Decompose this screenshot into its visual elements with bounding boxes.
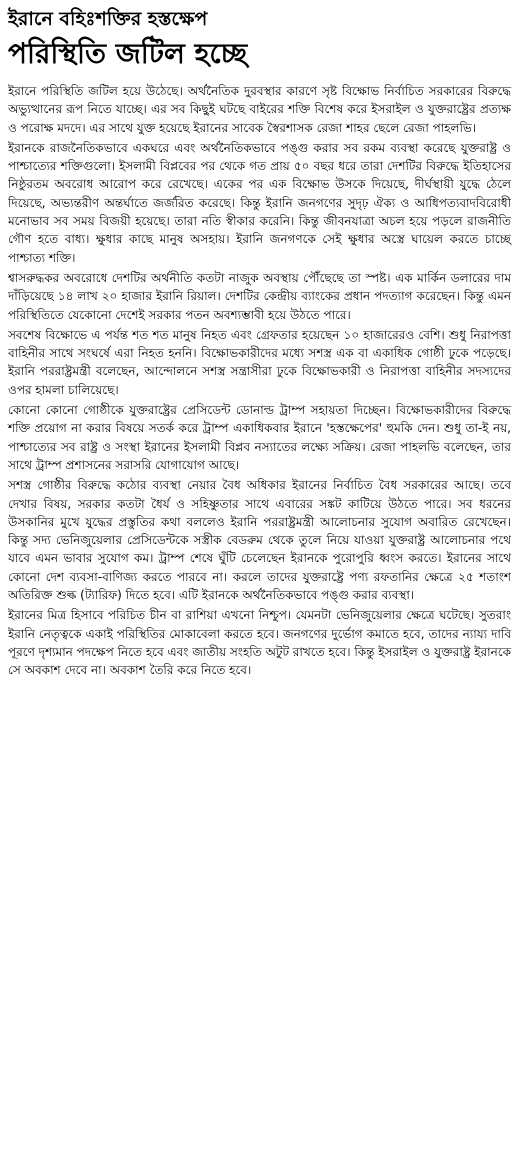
- article-paragraph: সশস্ত্র গোষ্ঠীর বিরুদ্ধে কঠোর ব্যবস্থা নেয়ার বৈধ অধিকার ইরানের নির্বাচিত বৈধ সরকারের আছে। তবে দেখার বিষয়, সরকার কতটা ধৈর্য ও সহিষ্ণুতার সাথে এবারের সঙ্কট কাটিয়ে উঠতে পারে। সব ধরনের উসকানির মুখে যুদ্ধের প্রস্তুতির কথা বললেও ইরানি পররাষ্ট্রমন্ত্রী আলোচনার সুযোগ অবারিত রেখেছেন। কিন্তু সদ্য ভেনিজুয়েলার প্রেসিডেন্টকে সস্ত্রীক বেডরুম থেকে তুলে নিয়ে যাওয়া যুক্তরাষ্ট্র আলোচনার পথে যাবে এমন ভাবার সুযোগ কম। ট্রাম্প শেষে ঘুঁটি চেলেছেন ইরানকে পুরোপুরি ধ্বংস করতে। ইরানের সাথে কোনো দেশ ব্যবসা-বাণিজ্য করতে পারবে না। করলে তাদের যুক্তরাষ্ট্রে পণ্য রফতানির ক্ষেত্রে ২৫ শতাংশ অতিরিক্ত শুল্ক (ট্যারিফ) দিতে হবে। এটি ইরানকে অর্থনৈতিকভাবে পঙ্গু করার ব্যবস্থা।: [8, 478, 511, 603]
- article-paragraph: সবশেষ বিক্ষোভে এ পর্যন্ত শত শত মানুষ নিহত এবং গ্রেফতার হয়েছেন ১০ হাজারেরও বেশি। শুধু নিরাপত্তা বাহিনীর সাথে সংঘর্ষে এরা নিহত হননি। বিক্ষোভকারীদের মধ্যে সশস্ত্র এক বা একাধিক গোষ্ঠী ঢুকে পড়েছে। ইরানি পররাষ্ট্রমন্ত্রী বলেছেন, আন্দোলনে সশস্ত্র সন্ত্রাসীরা ঢুকে বিক্ষোভকারী ও নিরাপত্তা বাহিনীর সদস্যদের ওপর হামলা চালিয়েছে।: [8, 327, 511, 397]
- article-kicker: ইরানে বহিঃশক্তির হস্তক্ষেপ: [8, 8, 208, 30]
- article-headline: পরিস্থিতি জটিল হচ্ছে: [8, 37, 248, 70]
- article-paragraph: ইরানকে রাজনৈতিকভাবে একঘরে এবং অর্থনৈতিকভাবে পঙ্গু করার সব রকম ব্যবস্থা করেছে যুক্তরাষ্ট্র ও পাশ্চাত্যের শক্তিগুলো। ইসলামী বিপ্লবের পর থেকে গত প্রায় ৫০ বছর ধরে তারা দেশটির বিরুদ্ধে ইতিহাসের নিষ্ঠুরতম অবরোধ আরোপ করে রেখেছে। একের পর এক বিক্ষোভ উসকে দিয়েছে, দীর্ঘস্থায়ী যুদ্ধে ঠেলে দিয়েছে, অভ্যন্তরীণ অন্তর্ঘাতে জর্জরিত করেছে। কিন্তু ইরানি জনগণের সুদৃঢ় ঐক্য ও আধিপত্যবাদবিরোধী মনোভাব সব সময় বিজয়ী হয়েছে। তারা নতি স্বীকার করেনি। কিন্তু জীবনযাত্রা অচল হয়ে পড়লে রাজনীতি গৌণ হতে বাধ্য। ক্ষুধার কাছে মানুষ অসহায়। ইরানি জনগণকে সেই ক্ষুধার অস্ত্রে ঘায়েল করতে চাচ্ছে পাশ্চাত্য শক্তি।: [8, 140, 511, 265]
- article-paragraph: শ্বাসরুদ্ধকর অবরোধে দেশটির অর্থনীতি কতটা নাজুক অবস্থায় পৌঁছেছে তা স্পষ্ট। এক মার্কিন ডলারের দাম দাঁড়িয়েছে ১৪ লাখ ২০ হাজার ইরানি রিয়াল। দেশটির কেন্দ্রীয় ব্যাংকের প্রধান পদত্যাগ করেছেন। কিন্তু এমন পরিস্থিতিতে যেকোনো দেশেই সরকার পতন অবশ্যম্ভাবী হয়ে উঠতে পারে।: [8, 270, 511, 322]
- article-body: [8, 82, 511, 680]
- article-paragraph: কোনো কোনো গোষ্ঠীকে যুক্তরাষ্ট্রের প্রেসিডেন্ট ডোনাল্ড ট্রাম্প সহায়তা দিচ্ছেন। বিক্ষোভকারীদের বিরুদ্ধে শক্তি প্রয়োগ না করার বিষয়ে সতর্ক করে ট্রাম্প একাধিকবার ইরানে 'হস্তক্ষেপের' হুমকি দেন। শুধু তা-ই নয়, পাশ্চাত্যের সব রাষ্ট্র ও সংস্থা ইরানের ইসলামী বিপ্লব নস্যাতের লক্ষ্যে সক্রিয়। রেজা পাহলভি বলেছেন, তার সাথে ট্রাম্প প্রশাসনের সরাসরি যোগাযোগ আছে।: [8, 403, 511, 472]
- article-paragraph: ইরানে পরিস্থিতি জটিল হয়ে উঠেছে। অর্থনৈতিক দুরবস্থার কারণে সৃষ্ট বিক্ষোভ নির্বাচিত সরকারের বিরুদ্ধে অভ্যুত্থানের রূপ নিতে যাচ্ছে। এর সব কিছুই ঘটছে বাইরের শক্তি বিশেষ করে ইসরাইল ও যুক্তরাষ্ট্রের প্রত্যক্ষ ও পরোক্ষ মদদে। এর সাথে যুক্ত হয়েছে ইরানের সাবেক স্বৈরশাসক রেজা শাহর ছেলে রেজা পাহলভি।: [8, 84, 511, 135]
- article-paragraph: ইরানের মিত্র হিসাবে পরিচিত চীন বা রাশিয়া এখনো নিশ্চুপ। যেমনটা ভেনিজুয়েলার ক্ষেত্রে ঘটেছে। সুতরাং ইরানি নেতৃত্বকে একাই পরিস্থিতির মোকাবেলা করতে হবে। জনগণের দুর্ভোগ কমাতে হবে, তাদের ন্যায্য দাবি পূরণে দৃশ্যমান পদক্ষেপ নিতে হবে এবং জাতীয় সংহতি অটুট রাখতে হবে। কিন্তু ইসরাইল ও যুক্তরাষ্ট্র ইরানকে সে অবকাশ দেবে না। অবকাশ তৈরি করে নিতে হবে।: [8, 608, 511, 678]
